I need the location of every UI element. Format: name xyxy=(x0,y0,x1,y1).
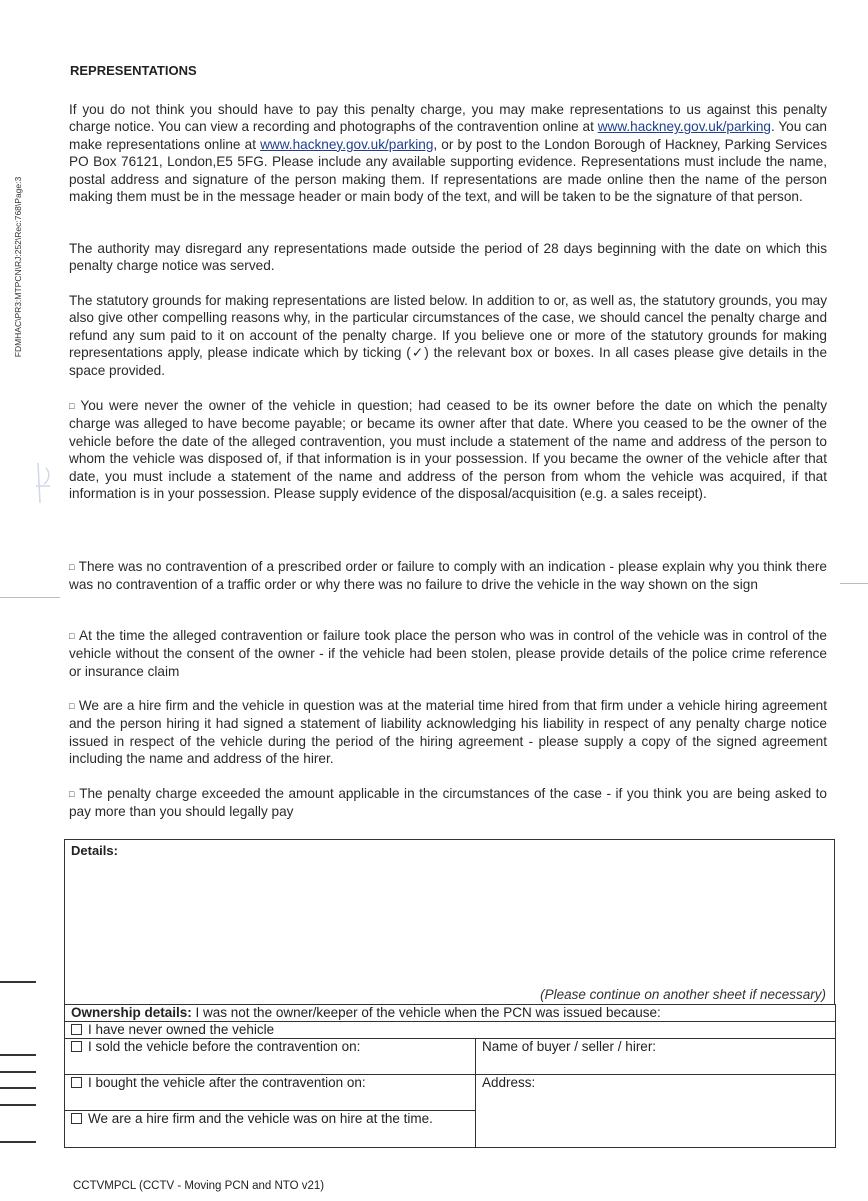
ground-text-5: The penalty charge exceeded the amount applicable in the circumstances of the case - if you think you are being asked to pay more than you should legally pay xyxy=(69,786,827,820)
sold-vehicle-label: I sold the vehicle before the contravention on: xyxy=(88,1039,361,1054)
ground-checkbox-4[interactable]: □ xyxy=(69,701,75,711)
sold-vehicle-checkbox[interactable] xyxy=(71,1041,82,1052)
ground-text-2: There was no contravention of a prescribed order or failure to comply with an indication - please explain why you think there was no contravention of a traffic order or why there was no failure to drive the vehicle in the way shown on the sign xyxy=(69,559,827,593)
ground-text-4: We are a hire firm and the vehicle in question was at the material time hired from that firm under a vehicle hiring agreement and the person hiring it had signed a statement of liability acknowledging his liability in respect of any penalty charge notice issued in respect of the vehicle during the period of the hiring agreement - please supply a copy of the signed agreement including the name and address of the hirer. xyxy=(69,698,828,767)
intro-text-1: If you do not think you should have to pay this penalty charge, you may make representations to us against this penalty charge notice. You can view a recording and photographs of the contravention online at xyxy=(69,102,827,135)
address-field[interactable] xyxy=(476,1075,836,1148)
intro-paragraph xyxy=(69,101,827,205)
scan-artifact-line xyxy=(0,597,60,598)
scan-artifact-line xyxy=(840,583,868,584)
ground-without-consent xyxy=(69,627,827,680)
option-hire-firm xyxy=(65,1111,476,1148)
hire-firm-label: We are a hire firm and the vehicle was on hire at the time. xyxy=(88,1111,433,1126)
ground-hire-firm xyxy=(69,697,827,768)
margin-mark xyxy=(0,1104,36,1106)
margin-mark xyxy=(0,981,36,983)
section-heading: REPRESENTATIONS xyxy=(70,63,197,78)
hire-firm-checkbox[interactable] xyxy=(71,1113,82,1124)
faint-stamp-mark xyxy=(32,458,54,508)
ground-checkbox-2[interactable]: □ xyxy=(69,562,75,572)
never-owned-label: I have never owned the vehicle xyxy=(88,1022,275,1037)
margin-mark xyxy=(0,1054,36,1056)
ground-exceeded-amount xyxy=(69,785,827,821)
bought-vehicle-label: I bought the vehicle after the contravention on: xyxy=(88,1075,366,1090)
ground-not-owner xyxy=(69,397,827,502)
ownership-table xyxy=(64,1004,836,1148)
margin-mark xyxy=(0,1141,36,1143)
hackney-parking-link-1[interactable]: www.hackney.gov.uk/parking xyxy=(597,119,771,135)
ground-checkbox-3[interactable]: □ xyxy=(69,631,75,641)
ground-checkbox-5[interactable]: □ xyxy=(69,789,76,799)
hackney-parking-link-2[interactable]: www.hackney.gov.uk/parking xyxy=(260,136,434,152)
ground-text-1: You were never the owner of the vehicle in question; had ceased to be its owner before the date on which the penalty charge was alleged to have become payable; or became its owner after that date. Where you ceased to be the owner of the vehicle before the date of the alleged contravention, you must include a statement of the name and address of the person to whom the vehicle was disposed of, if that information is in your possession. If you became the owner of the vehicle after that date, you must include a statement of the name and address of the person from whom the vehicle was acquired, if that information is in your possession. Please supply evidence of the disposal/acquisition (e.g. a sales receipt). xyxy=(69,398,827,502)
buyer-name-label: Name of buyer / seller / hirer: xyxy=(482,1039,657,1054)
address-label: Address: xyxy=(482,1075,536,1090)
details-textarea[interactable] xyxy=(64,839,835,1004)
ground-text-3: At the time the alleged contravention or failure took place the person who was in control of the vehicle was in control of the vehicle without the consent of the owner - if the vehicle had been stolen, please provide details of the police crime reference or insurance claim xyxy=(69,628,827,679)
ground-checkbox-1[interactable]: □ xyxy=(69,401,77,411)
buyer-name-field[interactable] xyxy=(476,1039,836,1075)
ownership-header xyxy=(65,1005,836,1022)
ownership-label: Ownership details: xyxy=(71,1005,192,1020)
never-owned-checkbox[interactable] xyxy=(71,1024,82,1035)
option-bought-vehicle xyxy=(65,1075,476,1111)
margin-mark xyxy=(0,1087,36,1089)
ground-no-contravention xyxy=(69,558,827,594)
intro-text-3: , or by post to the London Borough of Hackney, Parking Services PO Box 76121, London,E5 5FG. Please include any available supporting evidence. Representations must include the name, postal address and signature of the person making them. If representations are made online then the name of the person making them must be in the message header or main body of the text, and will be taken to be the signature of that person. xyxy=(69,136,827,205)
option-never-owned xyxy=(65,1022,836,1039)
bought-vehicle-checkbox[interactable] xyxy=(71,1077,82,1088)
intro-text-2: . You can make representations online at xyxy=(69,119,827,152)
statutory-grounds-paragraph: The statutory grounds for making representations are listed below. In addition to or, as well as, the statutory grounds, you may also give other compelling reasons why, in the particular circumstances of the case, we should cancel the penalty charge and refund any sum paid to it on account of the penalty charge. If you believe one or more of the statutory grounds for making representations apply, please indicate which by ticking (✓) the relevant box or boxes. In all cases please give details in the space provided. xyxy=(69,293,827,378)
continue-note: (Please continue on another sheet if necessary) xyxy=(540,987,826,1002)
disregard-paragraph: The authority may disregard any representations made outside the period of 28 days beginning with the date on which this penalty charge notice was served. xyxy=(69,241,827,274)
form-code-footer: CCTVMPCL (CCTV - Moving PCN and NTO v21) xyxy=(73,1180,325,1192)
ownership-statement: I was not the owner/keeper of the vehicle when the PCN was issued because: xyxy=(191,1005,661,1020)
details-label: Details: xyxy=(71,843,118,858)
margin-mark xyxy=(0,1071,36,1073)
side-reference-code: FDMHAC\PR3:MTPCN\RJ:252\Rec:768\Page:3 xyxy=(13,176,23,358)
option-sold-vehicle xyxy=(65,1039,476,1075)
